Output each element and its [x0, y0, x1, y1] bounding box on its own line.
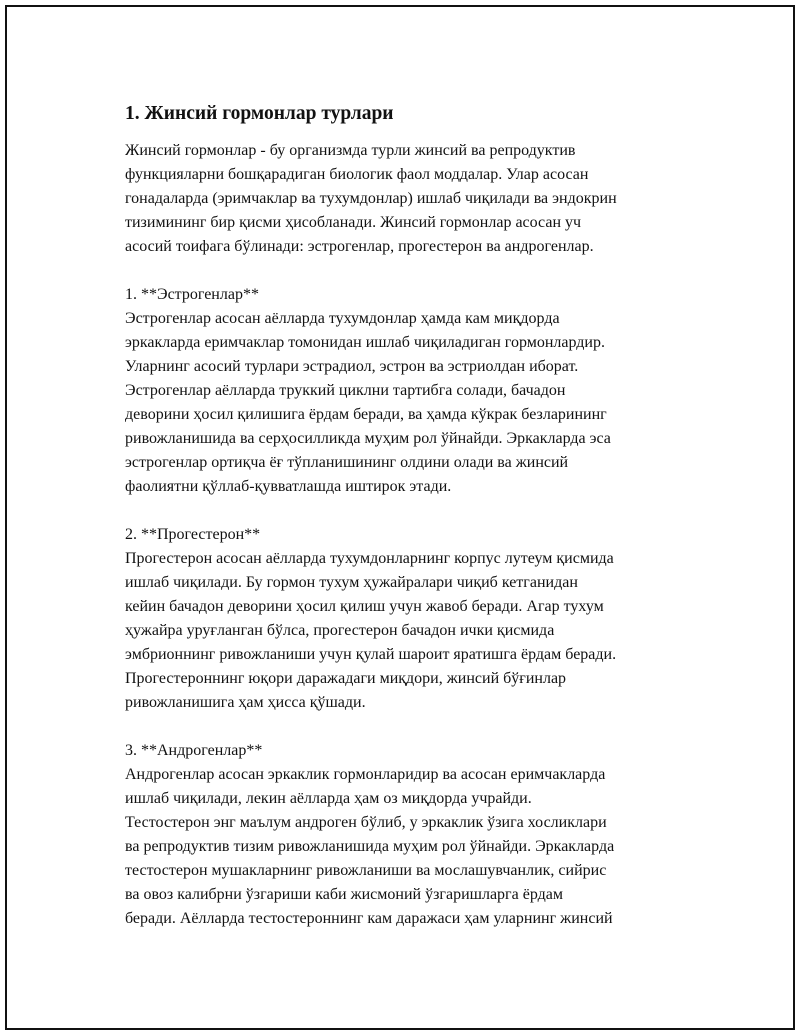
- text-line: ривожланишига ҳам ҳисса қўшади.: [125, 694, 366, 711]
- section-estrogens: [125, 283, 705, 499]
- section-title: 2. **Прогестерон**: [125, 526, 261, 543]
- text-line: асосий тоифага бўлинади: эстрогенлар, прогестерон ва андрогенлар.: [125, 238, 594, 255]
- section-paragraph: [125, 763, 705, 931]
- text-line: гонадаларда (эримчаклар ва тухумдонлар) ишлаб чиқилади ва эндокрин: [125, 190, 617, 207]
- text-line: Прогестерон асосан аёлларда тухумдонларнинг корпус лутеум қисмида: [125, 550, 614, 567]
- text-line: функцияларни бошқарадиган биологик фаол моддалар. Улар асосан: [125, 166, 589, 183]
- text-line: деворини ҳосил қилишига ёрдам беради, ва ҳамда кўкрак безларининг: [125, 406, 607, 423]
- text-line: ривожланишида ва серҳосилликда муҳим рол ўйнайди. Эркакларда эса: [125, 430, 611, 447]
- section-paragraph: [125, 307, 705, 499]
- text-line: Уларнинг асосий турлари эстрадиол, эстрон ва эстриолдан иборат.: [125, 358, 579, 375]
- text-line: Эстрогенлар асосан аёлларда тухумдонлар ҳамда кам миқдорда: [125, 310, 560, 327]
- text-line: ва овоз калибрни ўзгариши каби жисмоний ўзгаришларга ёрдам: [125, 886, 563, 903]
- section-androgens: [125, 739, 705, 931]
- text-line: ҳужайра уруғланган бўлса, прогестерон бачадон ички қисмида: [125, 622, 555, 639]
- section-paragraph: [125, 547, 705, 715]
- text-line: ва репродуктив тизим ривожланишида муҳим рол ўйнайди. Эркакларда: [125, 838, 615, 855]
- text-line: тестостерон мушакларнинг ривожланиши ва мослашувчанлик, сийрис: [125, 862, 607, 879]
- text-line: Жинсий гормонлар - бу организмда турли жинсий ва репродуктив: [125, 142, 576, 159]
- section-title: 1. **Эстрогенлар**: [125, 286, 259, 303]
- text-line: фаолиятни қўллаб-қувватлашда иштирок этади.: [125, 478, 452, 495]
- text-line: эстрогенлар ортиқча ёғ тўпланишининг олдини олади ва жинсий: [125, 454, 569, 471]
- text-line: эмбрионнинг ривожланиши учун қулай шароит яратишга ёрдам беради.: [125, 646, 617, 663]
- text-line: ишлаб чиқилади, лекин аёлларда ҳам оз миқдорда учрайди.: [125, 790, 532, 807]
- text-line: беради. Аёлларда тестостероннинг кам даражаси ҳам уларнинг жинсий: [125, 910, 613, 927]
- intro-paragraph: [125, 139, 705, 259]
- page-frame: [5, 5, 795, 1030]
- text-line: Тестостерон энг маълум андроген бўлиб, у эркаклик ўзига хосликлари: [125, 814, 607, 831]
- document-body: [125, 101, 705, 955]
- section-title: 3. **Андрогенлар**: [125, 742, 263, 759]
- text-line: тизимининг бир қисми ҳисобланади. Жинсий гормонлар асосан уч: [125, 214, 582, 231]
- text-line: эркакларда еримчаклар томонидан ишлаб чиқиладиган гормонлардир.: [125, 334, 605, 351]
- page-title: 1. Жинсий гормонлар турлари: [125, 103, 394, 124]
- text-line: Андрогенлар асосан эркаклик гормонларидир ва асосан еримчакларда: [125, 766, 606, 783]
- text-line: ишлаб чиқилади. Бу гормон тухум ҳужайралари чиқиб кетганидан: [125, 574, 578, 591]
- text-line: Эстрогенлар аёлларда труккий циклни тартибга солади, бачадон: [125, 382, 566, 399]
- text-line: кейин бачадон деворини ҳосил қилиш учун жавоб беради. Агар тухум: [125, 598, 604, 615]
- text-line: Прогестероннинг юқори даражадаги миқдори, жинсий бўғинлар: [125, 670, 567, 687]
- section-progesterone: [125, 523, 705, 715]
